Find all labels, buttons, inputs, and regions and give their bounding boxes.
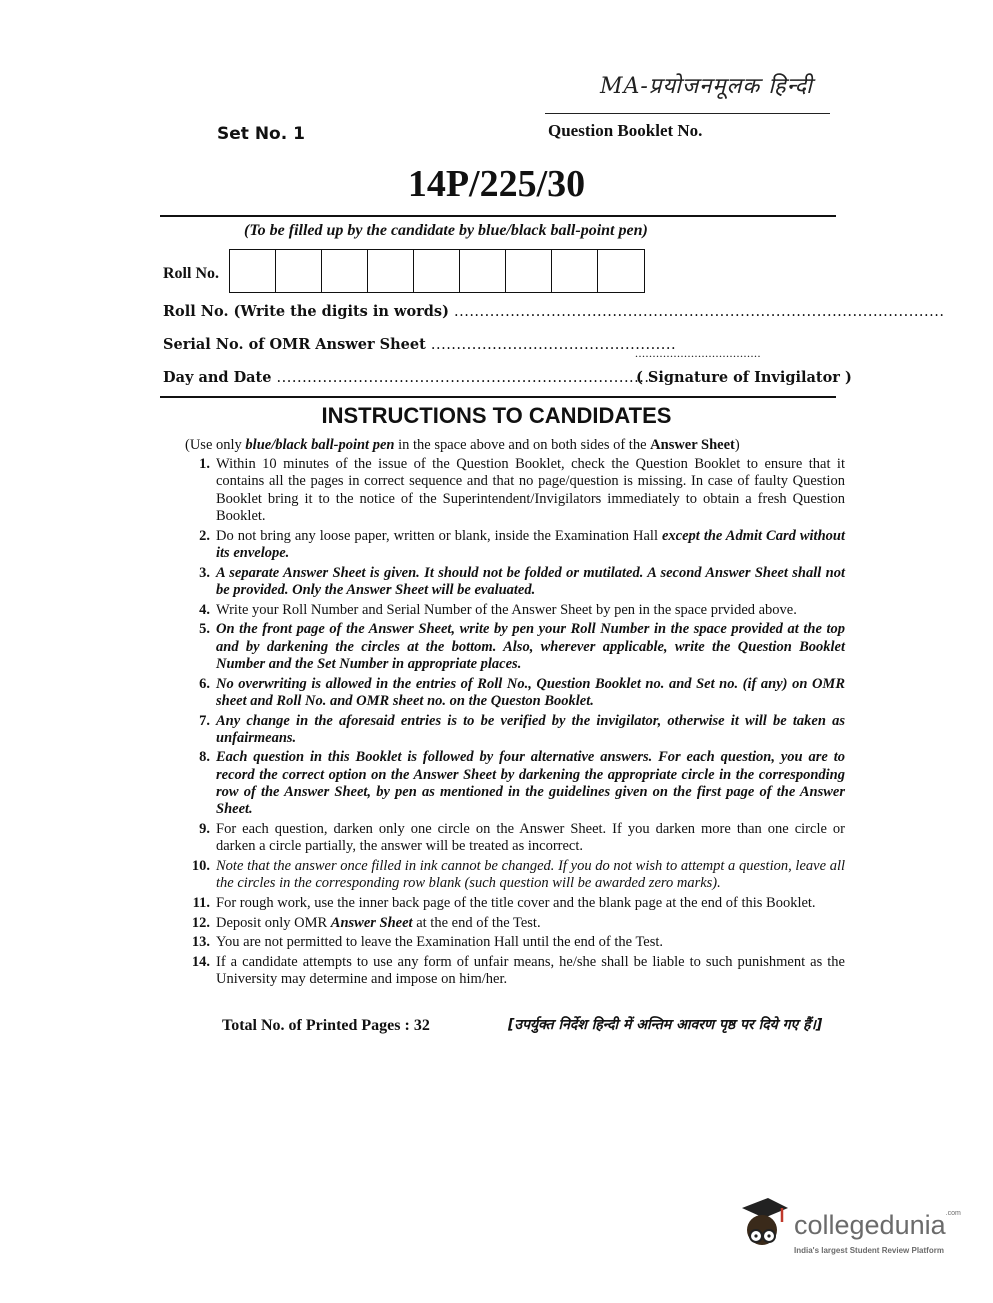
- instruction-item: 10. Note that the answer once filled in ink cannot be changed. If you do not wish to attempt a question, leave all the circles in the corresponding row blank (such question will be awarded zero marks).: [191, 858, 845, 892]
- brand-name: collegedunia$^{.com}$: [794, 1209, 961, 1240]
- brand-tagline: India's largest Student Review Platform: [794, 1246, 944, 1255]
- handwriting-underline: [545, 113, 830, 114]
- roll-number-words-field[interactable]: [163, 303, 944, 320]
- omr-serial-field[interactable]: [163, 336, 676, 353]
- instruction-item: 3. A separate Answer Sheet is given. It should not be folded or mutilated. A second Answer Sheet shall not be provided. Only the Answer Sheet will be evaluated.: [199, 564, 845, 598]
- roll-number-words-label: Roll No. (Write the digits in words): [163, 303, 449, 320]
- instruction-item: 8. Each question in this Booklet is followed by four alternative answers. For each question, you are to record the correct option on the Answer Sheet by darkening the appropriate circle in the corresponding row of the Answer Sheet, by pen as mentioned in the guidelines given on the first page of the Answer Sheet.: [199, 749, 845, 818]
- fill-instruction-note: (To be filled up by the candidate by blue/black ball-point pen): [244, 222, 648, 239]
- instruction-item: 14. If a candidate attempts to use any form of unfair means, he/she shall be liable to such punishment as the University may determine and impose on him/her.: [191, 954, 845, 988]
- roll-number-words-dots: ................................................................................................: [454, 304, 945, 320]
- bottom-divider: [160, 396, 836, 398]
- instruction-list: [185, 456, 845, 991]
- day-date-field[interactable]: [163, 369, 655, 386]
- instruction-item: 11. For rough work, use the inner back page of the title cover and the blank page at the end of this Booklet.: [192, 895, 816, 912]
- roll-digit-box[interactable]: [506, 250, 552, 292]
- instruction-item: 4. Write your Roll Number and Serial Number of the Answer Sheet by pen in the space prvided above.: [199, 601, 797, 618]
- instructions-title: INSTRUCTIONS TO CANDIDATES: [321, 403, 672, 428]
- omr-serial-label: Serial No. of OMR Answer Sheet: [163, 336, 426, 353]
- instruction-item: 9. For each question, darken only one circle on the Answer Sheet. If you darken more than one circle or darken a circle partially, the answer will be treated as incorrect.: [199, 821, 845, 855]
- invigilator-signature-line[interactable]: ....................................: [635, 346, 761, 360]
- graduate-mascot-icon: [738, 1196, 790, 1254]
- roll-number-boxes[interactable]: [229, 249, 645, 293]
- roll-digit-box[interactable]: [460, 250, 506, 292]
- roll-digit-box[interactable]: [368, 250, 414, 292]
- top-divider: [160, 215, 836, 217]
- roll-digit-box[interactable]: [276, 250, 322, 292]
- invigilator-signature-label: ( Signature of Invigilator ): [636, 369, 852, 386]
- roll-digit-box[interactable]: [598, 250, 644, 292]
- instruction-item: 13. You are not permitted to leave the Examination Hall until the end of the Test.: [191, 934, 664, 951]
- instruction-item: 12. Deposit only OMR Answer Sheet at the end of the Test.: [191, 914, 541, 931]
- day-date-label: Day and Date: [163, 369, 272, 386]
- instruction-item: 6. No overwriting is allowed in the entries of Roll No., Question Booklet no. and Set no. (if any) on OMR sheet and Roll No. and OMR sheet no. on the Queston Booklet.: [199, 675, 845, 709]
- roll-digit-box[interactable]: [322, 250, 368, 292]
- question-booklet-number-label: Question Booklet No.: [548, 121, 703, 140]
- paper-code: 14P/225/30: [407, 163, 586, 205]
- set-number: Set No. 1: [217, 124, 305, 144]
- roll-number-label: Roll No.: [163, 265, 219, 282]
- omr-serial-dots: ................................................: [430, 337, 677, 353]
- pen-usage-note: (Use only blue/black ball-point pen in the space above and on both sides of the Answer Sheet): [185, 437, 740, 453]
- day-date-dots: ..........................................................................: [276, 370, 655, 386]
- instruction-item: 1. Within 10 minutes of the issue of the Question Booklet, check the Question Booklet to ensure that it contains all the pages in correct sequence and that no page/question is missing. In case of faulty Question Booklet bring it to the notice of the Superintendent/Invigilators immediately to obtain a fresh Question Booklet.: [199, 456, 845, 524]
- instruction-item: 7. Any change in the aforesaid entries is to be verified by the invigilator, otherwise it will be taken as unfairmeans.: [199, 712, 845, 746]
- handwritten-subject-note: MA-प्रयोजनमूलक हिन्दी: [600, 74, 813, 99]
- total-printed-pages: Total No. of Printed Pages : 32: [222, 1017, 430, 1034]
- instruction-item: 2. Do not bring any loose paper, written or blank, inside the Examination Hall except the Admit Card without its envelope.: [199, 527, 845, 561]
- instruction-item: 5. On the front page of the Answer Sheet, write by pen your Roll Number in the space provided at the top and by darkening the circles at the bottom. Also, wherever applicable, write the Question Booklet Number and the Set Number in appropriate places.: [199, 621, 845, 672]
- roll-digit-box[interactable]: [230, 250, 276, 292]
- roll-digit-box[interactable]: [414, 250, 460, 292]
- roll-digit-box[interactable]: [552, 250, 598, 292]
- hindi-instruction-note: [उपर्युक्त निर्देश हिन्दी में अन्तिम आवरण पृष्ठ पर दिये गए हैं।]: [508, 1017, 823, 1033]
